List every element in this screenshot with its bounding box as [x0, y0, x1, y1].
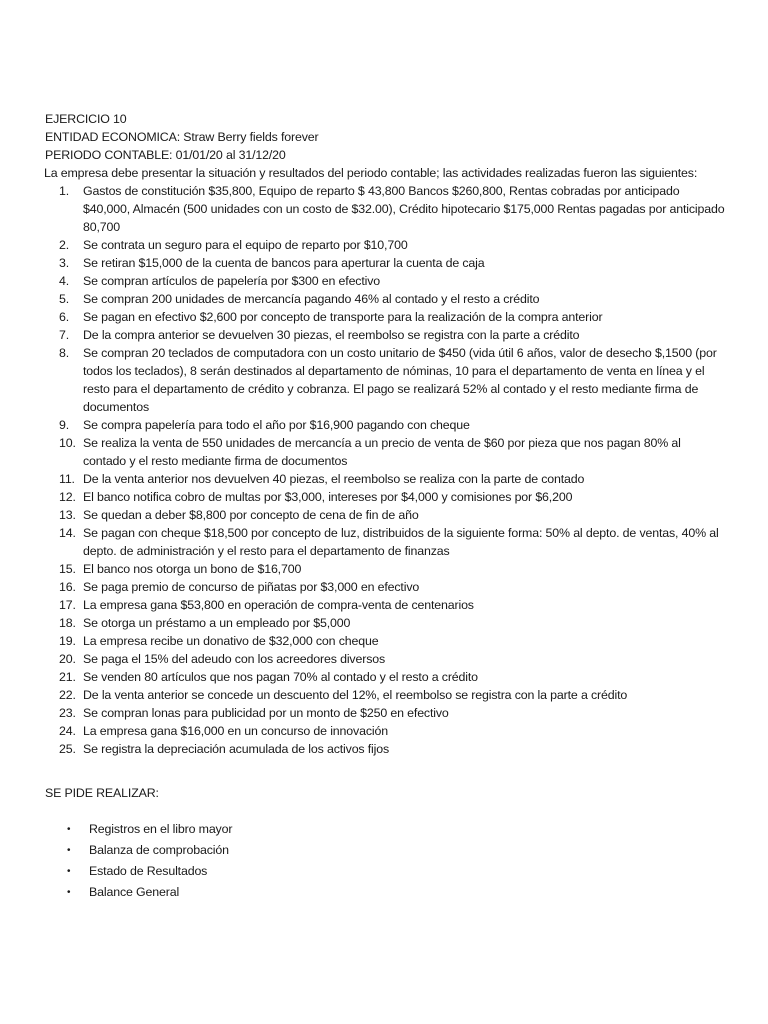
- bullet-icon: •: [67, 824, 71, 835]
- activity-item: [45, 722, 725, 740]
- activity-number: 12.: [59, 490, 76, 504]
- activity-item: [45, 308, 725, 326]
- activities-list: [45, 182, 725, 758]
- activity-text: Se paga el 15% del adeudo con los acreedores diversos: [83, 652, 386, 666]
- activity-item: [45, 596, 725, 614]
- activity-item: [45, 470, 725, 488]
- activity-item: [45, 254, 725, 272]
- requirement-text: Estado de Resultados: [89, 864, 208, 878]
- activity-item: [45, 650, 725, 668]
- activity-text: Se retiran $15,000 de la cuenta de bancos para aperturar la cuenta de caja: [83, 256, 485, 270]
- requirements-title: SE PIDE REALIZAR:: [45, 786, 159, 800]
- activity-item: [45, 344, 725, 416]
- activity-item: [45, 668, 725, 686]
- activity-number: 17.: [59, 598, 76, 612]
- activity-text: Se realiza la venta de 550 unidades de mercancía a un precio de venta de $60 por pieza que nos pagan 80% al contado y el resto mediante firma de documentos: [83, 436, 681, 468]
- activity-item: [45, 290, 725, 308]
- activity-number: 11.: [59, 472, 75, 486]
- activity-number: 23.: [59, 706, 76, 720]
- activity-item: [45, 740, 725, 758]
- requirements-list: [45, 819, 725, 903]
- activity-number: 25.: [59, 742, 76, 756]
- activity-number: 2.: [59, 238, 70, 252]
- activity-number: 18.: [59, 616, 76, 630]
- bullet-icon: •: [67, 845, 71, 856]
- requirement-item: [45, 819, 725, 840]
- activity-text: Se registra la depreciación acumulada de los activos fijos: [83, 742, 390, 756]
- activity-text: El banco notifica cobro de multas por $3,000, intereses por $4,000 y comisiones por $6,200: [83, 490, 573, 504]
- activity-number: 1.: [59, 184, 70, 198]
- activity-text: La empresa gana $16,000 en un concurso de innovación: [83, 724, 388, 738]
- activity-number: 24.: [59, 724, 76, 738]
- activity-number: 21.: [59, 670, 76, 684]
- activity-text: Se contrata un seguro para el equipo de reparto por $10,700: [83, 238, 408, 252]
- activity-text: El banco nos otorga un bono de $16,700: [83, 562, 302, 576]
- activity-item: [45, 272, 725, 290]
- activity-item: [45, 326, 725, 344]
- requirement-text: Registros en el libro mayor: [89, 822, 233, 836]
- activity-text: Se compra papelería para todo el año por $16,900 pagando con cheque: [83, 418, 470, 432]
- activity-number: 14.: [59, 526, 76, 540]
- activity-text: La empresa recibe un donativo de $32,000 con cheque: [83, 634, 379, 648]
- activity-number: 6.: [59, 310, 70, 324]
- activity-item: [45, 488, 725, 506]
- activity-number: 8.: [59, 346, 70, 360]
- activity-item: [45, 506, 725, 524]
- activity-item: [45, 704, 725, 722]
- intro-paragraph: La empresa debe presentar la situación y resultados del periodo contable; las actividades realizadas fueron las siguientes:: [44, 166, 698, 180]
- activity-number: 16.: [59, 580, 76, 594]
- activity-number: 3.: [59, 256, 70, 270]
- activity-item: [45, 686, 725, 704]
- requirement-item: [45, 882, 725, 903]
- activity-number: 22.: [59, 688, 76, 702]
- requirement-text: Balance General: [89, 885, 180, 899]
- activity-item: [45, 560, 725, 578]
- activity-text: Se compran 200 unidades de mercancía pagando 46% al contado y el resto a crédito: [83, 292, 540, 306]
- activity-text: Se quedan a deber $8,800 por concepto de cena de fin de año: [83, 508, 419, 522]
- activity-item: [45, 524, 725, 560]
- activity-text: De la compra anterior se devuelven 30 piezas, el reembolso se registra con la parte a crédito: [83, 328, 580, 342]
- activity-text: La empresa gana $53,800 en operación de compra-venta de centenarios: [83, 598, 474, 612]
- activity-text: Se otorga un préstamo a un empleado por $5,000: [83, 616, 351, 630]
- activity-number: 7.: [59, 328, 70, 342]
- activity-text: Se venden 80 artículos que nos pagan 70% al contado y el resto a crédito: [83, 670, 478, 684]
- activity-item: [45, 632, 725, 650]
- activity-text: De la venta anterior se concede un descuento del 12%, el reembolso se registra con la parte a crédito: [83, 688, 628, 702]
- activity-text: Se pagan con cheque $18,500 por concepto de luz, distribuidos de la siguiente forma: 50% al depto. de ventas, 40% al depto. de administración y el resto para el departamento de finanzas: [83, 526, 719, 558]
- exercise-title: EJERCICIO 10: [45, 112, 127, 126]
- activity-text: De la venta anterior nos devuelven 40 piezas, el reembolso se realiza con la parte de contado: [83, 472, 585, 486]
- activity-item: [45, 578, 725, 596]
- activity-text: Gastos de constitución $35,800, Equipo de reparto $ 43,800 Bancos $260,800, Rentas cobradas por anticipado $40,000, Almacén (500 unidades con un costo de $32.00), Crédito hipotecario $175,000 Rentas pagadas por anticipado 80,700: [83, 184, 725, 234]
- activity-number: 4.: [59, 274, 70, 288]
- activity-item: [45, 236, 725, 254]
- activity-item: [45, 416, 725, 434]
- activity-number: 5.: [59, 292, 70, 306]
- activity-item: [45, 182, 725, 236]
- activity-number: 20.: [59, 652, 76, 666]
- activity-text: Se compran lonas para publicidad por un monto de $250 en efectivo: [83, 706, 449, 720]
- activity-number: 15.: [59, 562, 76, 576]
- economic-entity: ENTIDAD ECONOMICA: Straw Berry fields forever: [45, 130, 319, 144]
- activity-number: 9.: [59, 418, 70, 432]
- requirement-item: [45, 840, 725, 861]
- bullet-icon: •: [67, 887, 71, 898]
- bullet-icon: •: [67, 866, 71, 877]
- accounting-period: PERIODO CONTABLE: 01/01/20 al 31/12/20: [45, 148, 286, 162]
- requirement-text: Balanza de comprobación: [89, 843, 229, 857]
- activity-number: 13.: [59, 508, 76, 522]
- activity-number: 19.: [59, 634, 76, 648]
- activity-item: [45, 434, 725, 470]
- activity-item: [45, 614, 725, 632]
- activity-text: Se compran artículos de papelería por $300 en efectivo: [83, 274, 381, 288]
- activity-text: Se paga premio de concurso de piñatas por $3,000 en efectivo: [83, 580, 420, 594]
- activity-text: Se pagan en efectivo $2,600 por concepto de transporte para la realización de la compra anterior: [83, 310, 603, 324]
- document-page: [45, 110, 725, 903]
- requirement-item: [45, 861, 725, 882]
- activity-text: Se compran 20 teclados de computadora con un costo unitario de $450 (vida útil 6 años, valor de desecho $,1500 (por todos los teclados), 8 serán destinados al departamento de nóminas, 10 para el departamento de venta en línea y el resto para el departamento de crédito y cobranza. El pago se realizará 52% al contado y el resto mediante firma de documentos: [83, 346, 717, 414]
- activity-number: 10.: [59, 436, 76, 450]
